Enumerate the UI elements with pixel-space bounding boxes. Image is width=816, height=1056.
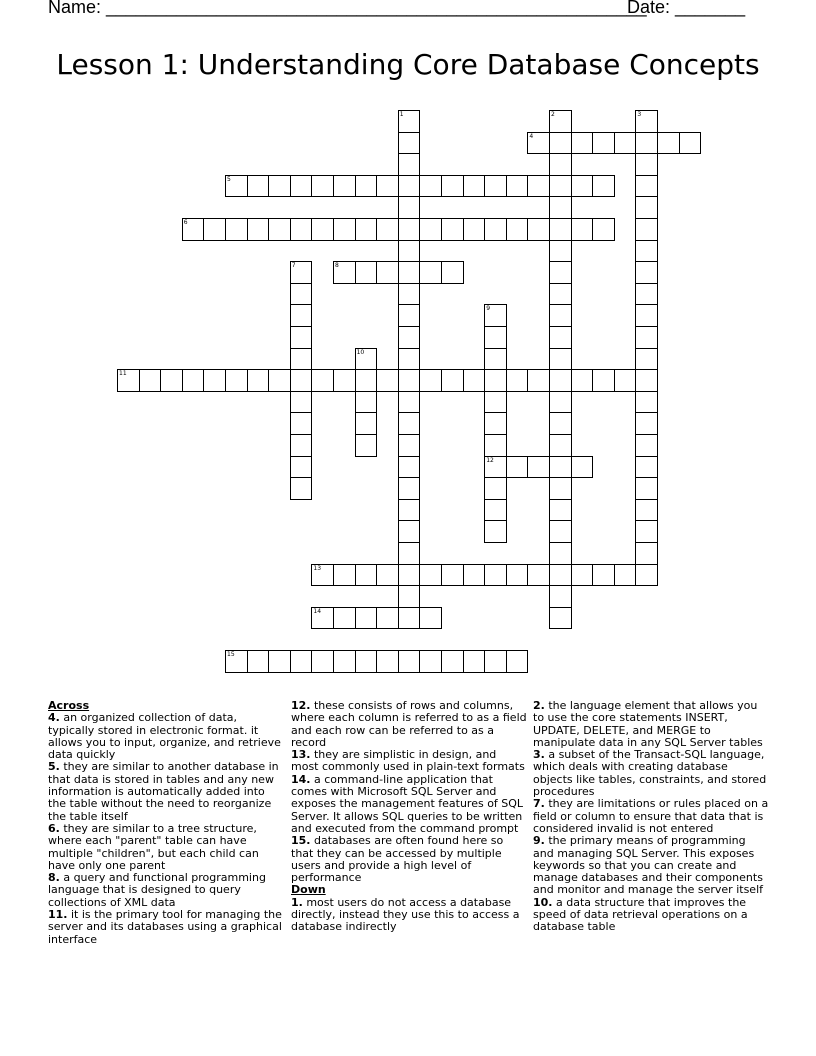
clue-text: the language element that allows you to use the core statements INSERT, UPDATE, DELETE, and MERGE to manipulate data in any SQL Server tables [533,699,763,749]
grid-cell[interactable] [463,175,486,198]
grid-cell[interactable] [311,650,334,673]
grid-cell[interactable] [398,240,421,263]
across-clue-11 [48,909,284,946]
grid-cell[interactable] [398,132,421,155]
clue-number: 10. [533,895,553,909]
grid-cell[interactable] [592,175,615,198]
clue-number: 8. [48,871,60,885]
grid-cell[interactable] [484,434,507,457]
clue-text: they are similar to a tree structure, where each "parent" table can have multiple "children", but each child can have only one parent [48,821,259,872]
grid-cell[interactable] [247,218,270,241]
grid-cell[interactable] [484,650,507,673]
grid-cell[interactable] [311,218,334,241]
grid-cell[interactable] [441,369,464,392]
grid-cell[interactable] [290,304,313,327]
clue-number-4: 4 [529,132,534,140]
grid-cell[interactable] [635,175,658,198]
grid-cell[interactable] [290,434,313,457]
grid-cell[interactable] [592,218,615,241]
grid-cell[interactable] [398,196,421,219]
grid-cell[interactable] [268,218,291,241]
grid-cell[interactable] [290,412,313,435]
grid-cell[interactable] [484,391,507,414]
clue-text: a command-line application that comes with Microsoft SQL Server and exposes the management features of SQL Server. It allows SQL queries to be written and executed from the command prompt [291,772,524,835]
grid-cell[interactable] [311,369,334,392]
clue-text: a subset of the Transact-SQL language, which deals with creating database objects like tables, constraints, and stored procedures [533,748,767,799]
grid-cell[interactable] [355,369,378,392]
grid-cell[interactable] [635,412,658,435]
page-title: Lesson 1: Understanding Core Database Concepts [56,48,760,81]
grid-cell[interactable] [311,175,334,198]
clue-number: 4. [48,711,60,725]
grid-cell[interactable] [355,412,378,435]
clue-number-8: 8 [335,262,339,270]
down-clue-7 [533,798,769,835]
grid-cell[interactable] [398,326,421,349]
across-clue-5 [48,761,284,822]
down-clue-10 [533,897,769,934]
grid-cell[interactable] [398,261,421,284]
grid-cell[interactable] [506,175,529,198]
clue-number: 15. [291,834,311,848]
grid-cell[interactable] [398,499,421,522]
down-clue-1 [291,897,527,934]
grid-cell[interactable] [679,132,702,155]
grid-cell[interactable] [463,564,486,587]
grid-cell[interactable] [333,369,356,392]
across-clue-8 [48,872,284,909]
across-clue-14 [291,774,527,835]
grid-cell[interactable] [290,283,313,306]
grid-cell[interactable] [614,369,637,392]
grid-cell[interactable] [592,564,615,587]
grid-cell[interactable] [290,477,313,500]
grid-cell[interactable] [549,412,572,435]
grid-cell[interactable] [398,391,421,414]
grid-cell[interactable] [549,542,572,565]
grid-cell[interactable] [398,348,421,371]
grid-cell[interactable] [549,218,572,241]
clue-number-14: 14 [313,607,322,615]
grid-cell[interactable] [419,369,442,392]
clue-text: databases are often found here so that they can be accessed by multiple users and provide a high level of performance [291,834,504,885]
clue-number-11: 11 [119,370,127,378]
grid-cell[interactable] [419,564,442,587]
clue-text: the primary means of programming and managing SQL Server. This exposes keywords so that you can create and manage databases and their components and monitor and manage the server itself [533,834,763,897]
clue-text: a data structure that improves the speed of data retrieval operations on a database table [533,895,748,934]
grid-cell[interactable] [635,434,658,457]
grid-cell[interactable] [635,369,658,392]
grid-cell[interactable] [290,218,313,241]
grid-cell[interactable] [571,218,594,241]
clue-text: a query and functional programming language that is designed to query collections of XML data [48,871,266,909]
grid-cell[interactable] [268,369,291,392]
clue-number: 13. [291,748,311,762]
grid-cell[interactable] [549,153,572,176]
grid-cell[interactable] [549,564,572,587]
grid-cell[interactable] [635,391,658,414]
grid-cell[interactable] [484,564,507,587]
grid-cell[interactable] [376,369,399,392]
grid-cell[interactable] [290,456,313,479]
grid-cell[interactable] [160,369,183,392]
grid-cell[interactable] [398,650,421,673]
grid-cell[interactable] [484,326,507,349]
grid-cell[interactable] [549,240,572,263]
grid-cell[interactable] [441,218,464,241]
grid-cell[interactable] [549,499,572,522]
grid-cell[interactable] [290,650,313,673]
grid-cell[interactable] [549,326,572,349]
grid-cell[interactable] [484,499,507,522]
grid-cell[interactable] [268,175,291,198]
grid-cell[interactable] [376,650,399,673]
clue-number: 3. [533,748,545,762]
clue-text: most users do not access a database directly, instead they use this to access a database indirectly [291,895,520,934]
grid-cell[interactable] [225,369,248,392]
grid-cell[interactable] [635,499,658,522]
grid-cell[interactable] [290,369,313,392]
grid-cell[interactable] [549,391,572,414]
grid-cell[interactable] [571,369,594,392]
grid-cell[interactable] [419,218,442,241]
across-clue-13 [291,749,527,774]
grid-cell[interactable] [247,650,270,673]
clue-number-1: 1 [399,111,404,118]
grid-cell[interactable] [527,456,550,479]
clue-text: these consists of rows and columns, where each column is referred to as a field and each row can be referred to as a record [291,699,527,749]
grid-cell[interactable] [527,369,550,392]
down-clue-3 [533,749,769,798]
clue-text: it is the primary tool for managing the server and its databases using a graphical interface [48,908,282,946]
date-field: Date: _______ [627,0,746,17]
grid-cell[interactable] [635,477,658,500]
grid-cell[interactable] [355,391,378,414]
grid-cell[interactable] [506,456,529,479]
grid-cell[interactable] [571,175,594,198]
grid-cell[interactable] [635,132,658,155]
grid-cell[interactable] [484,348,507,371]
grid-cell[interactable] [203,218,226,241]
across-clue-4 [48,712,284,761]
grid-cell[interactable] [398,304,421,327]
clues-column-2 [291,700,527,934]
grid-cell[interactable] [419,607,442,630]
clue-number-10: 10 [356,348,365,356]
clue-number-12: 12 [486,456,494,464]
grid-cell[interactable] [182,369,205,392]
grid-cell[interactable] [549,348,572,371]
grid-cell[interactable] [484,175,507,198]
clue-number-5: 5 [227,175,231,183]
grid-cell[interactable] [376,261,399,284]
grid-cell[interactable] [484,412,507,435]
grid-cell[interactable] [549,132,572,155]
grid-cell[interactable] [355,607,378,630]
grid-cell[interactable] [398,520,421,543]
grid-cell[interactable] [592,132,615,155]
grid-cell[interactable] [398,412,421,435]
grid-cell[interactable] [355,564,378,587]
grid-cell[interactable] [484,520,507,543]
grid-cell[interactable] [635,456,658,479]
grid-cell[interactable] [398,564,421,587]
grid-cell[interactable] [419,650,442,673]
grid-cell[interactable] [614,132,637,155]
grid-cell[interactable] [484,218,507,241]
clue-text: an organized collection of data, typically stored in electronic format. it allows you to input, organize, and retrieve data quickly [48,711,281,762]
grid-cell[interactable] [463,218,486,241]
grid-cell[interactable] [268,650,291,673]
across-heading: Across [48,699,90,712]
grid-cell[interactable] [441,261,464,284]
grid-cell[interactable] [355,175,378,198]
grid-cell[interactable] [463,650,486,673]
grid-cell[interactable] [506,369,529,392]
across-clue-12 [291,700,527,749]
grid-cell[interactable] [635,153,658,176]
grid-cell[interactable] [355,650,378,673]
clue-number: 9. [533,834,545,848]
clue-number-3: 3 [637,111,642,118]
grid-cell[interactable] [376,607,399,630]
grid-cell[interactable] [592,369,615,392]
clue-number-13: 13 [313,564,322,572]
grid-cell[interactable] [333,607,356,630]
grid-cell[interactable] [398,456,421,479]
grid-cell[interactable] [290,175,313,198]
grid-cell[interactable] [549,261,572,284]
clue-number-2: 2 [551,111,555,118]
grid-cell[interactable] [571,564,594,587]
grid-cell[interactable] [571,132,594,155]
grid-cell[interactable] [549,607,572,630]
grid-cell[interactable] [398,585,421,608]
grid-cell[interactable] [247,369,270,392]
grid-cell[interactable] [549,369,572,392]
grid-cell[interactable] [527,218,550,241]
grid-cell[interactable] [441,650,464,673]
grid-cell[interactable] [290,326,313,349]
grid-cell[interactable] [203,369,226,392]
grid-cell[interactable] [355,261,378,284]
grid-cell[interactable] [333,650,356,673]
grid-cell[interactable] [635,196,658,219]
clue-number: 2. [533,699,545,712]
grid-cell[interactable] [398,369,421,392]
grid-cell[interactable] [635,542,658,565]
grid-cell[interactable] [333,218,356,241]
name-field: Name: ______________________________________________________ [48,0,647,17]
clue-number-6: 6 [183,219,188,226]
grid-cell[interactable] [549,434,572,457]
grid-cell[interactable] [376,564,399,587]
grid-cell[interactable] [484,369,507,392]
grid-cell[interactable] [549,585,572,608]
clue-text: they are limitations or rules placed on a field or column to ensure that data that is considered invalid is not entered [533,797,769,835]
grid-cell[interactable] [635,348,658,371]
grid-cell[interactable] [139,369,162,392]
clue-number-9: 9 [486,305,491,313]
grid-cell[interactable] [635,240,658,263]
clue-text: they are simplistic in design, and most commonly used in plain-text formats [291,748,525,774]
grid-cell[interactable] [355,218,378,241]
grid-cell[interactable] [635,520,658,543]
grid-cell[interactable] [398,283,421,306]
clue-number: 11. [48,908,68,922]
grid-cell[interactable] [506,564,529,587]
grid-cell[interactable] [635,326,658,349]
grid-cell[interactable] [463,369,486,392]
clue-number: 7. [533,797,545,811]
clue-number-15: 15 [227,651,235,658]
grid-cell[interactable] [549,477,572,500]
grid-cell[interactable] [441,175,464,198]
grid-cell[interactable] [549,196,572,219]
grid-cell[interactable] [657,132,680,155]
clue-number: 5. [48,760,60,774]
grid-cell[interactable] [506,218,529,241]
clues-column-1 [48,700,284,946]
down-heading: Down [291,883,326,897]
grid-cell[interactable] [549,283,572,306]
grid-cell[interactable] [527,175,550,198]
clue-number: 1. [291,895,303,909]
clue-number: 6. [48,821,60,835]
grid-cell[interactable] [549,520,572,543]
grid-cell[interactable] [549,175,572,198]
grid-cell[interactable] [398,153,421,176]
clue-number: 14. [291,772,311,786]
grid-cell[interactable] [398,607,421,630]
down-clue-9 [533,835,769,896]
clue-text: they are similar to another database in that data is stored in tables and any new information is automatically added into the table without the need to reorganize the table itself [48,760,279,823]
grid-cell[interactable] [376,218,399,241]
grid-cell[interactable] [635,304,658,327]
grid-cell[interactable] [549,456,572,479]
clue-number-7: 7 [291,262,296,270]
across-clue-6 [48,823,284,872]
across-clue-15 [291,835,527,884]
grid-cell[interactable] [484,477,507,500]
grid-cell[interactable] [635,564,658,587]
grid-cell[interactable] [376,175,399,198]
grid-cell[interactable] [333,564,356,587]
grid-cell[interactable] [635,218,658,241]
grid-cell[interactable] [635,283,658,306]
grid-cell[interactable] [225,218,248,241]
grid-cell[interactable] [506,650,529,673]
grid-cell[interactable] [398,477,421,500]
clue-number: 12. [291,699,311,712]
grid-cell[interactable] [614,564,637,587]
grid-cell[interactable] [355,434,378,457]
grid-cell[interactable] [441,564,464,587]
clues-column-3 [533,700,769,934]
grid-cell[interactable] [398,542,421,565]
grid-cell[interactable] [419,261,442,284]
grid-cell[interactable] [635,261,658,284]
grid-cell[interactable] [398,175,421,198]
grid-cell[interactable] [333,175,356,198]
grid-cell[interactable] [247,175,270,198]
grid-cell[interactable] [398,434,421,457]
grid-cell[interactable] [527,564,550,587]
grid-cell[interactable] [571,456,594,479]
grid-cell[interactable] [290,391,313,414]
grid-cell[interactable] [419,175,442,198]
grid-cell[interactable] [290,348,313,371]
down-clue-2 [533,700,769,749]
grid-cell[interactable] [549,304,572,327]
grid-cell[interactable] [398,218,421,241]
